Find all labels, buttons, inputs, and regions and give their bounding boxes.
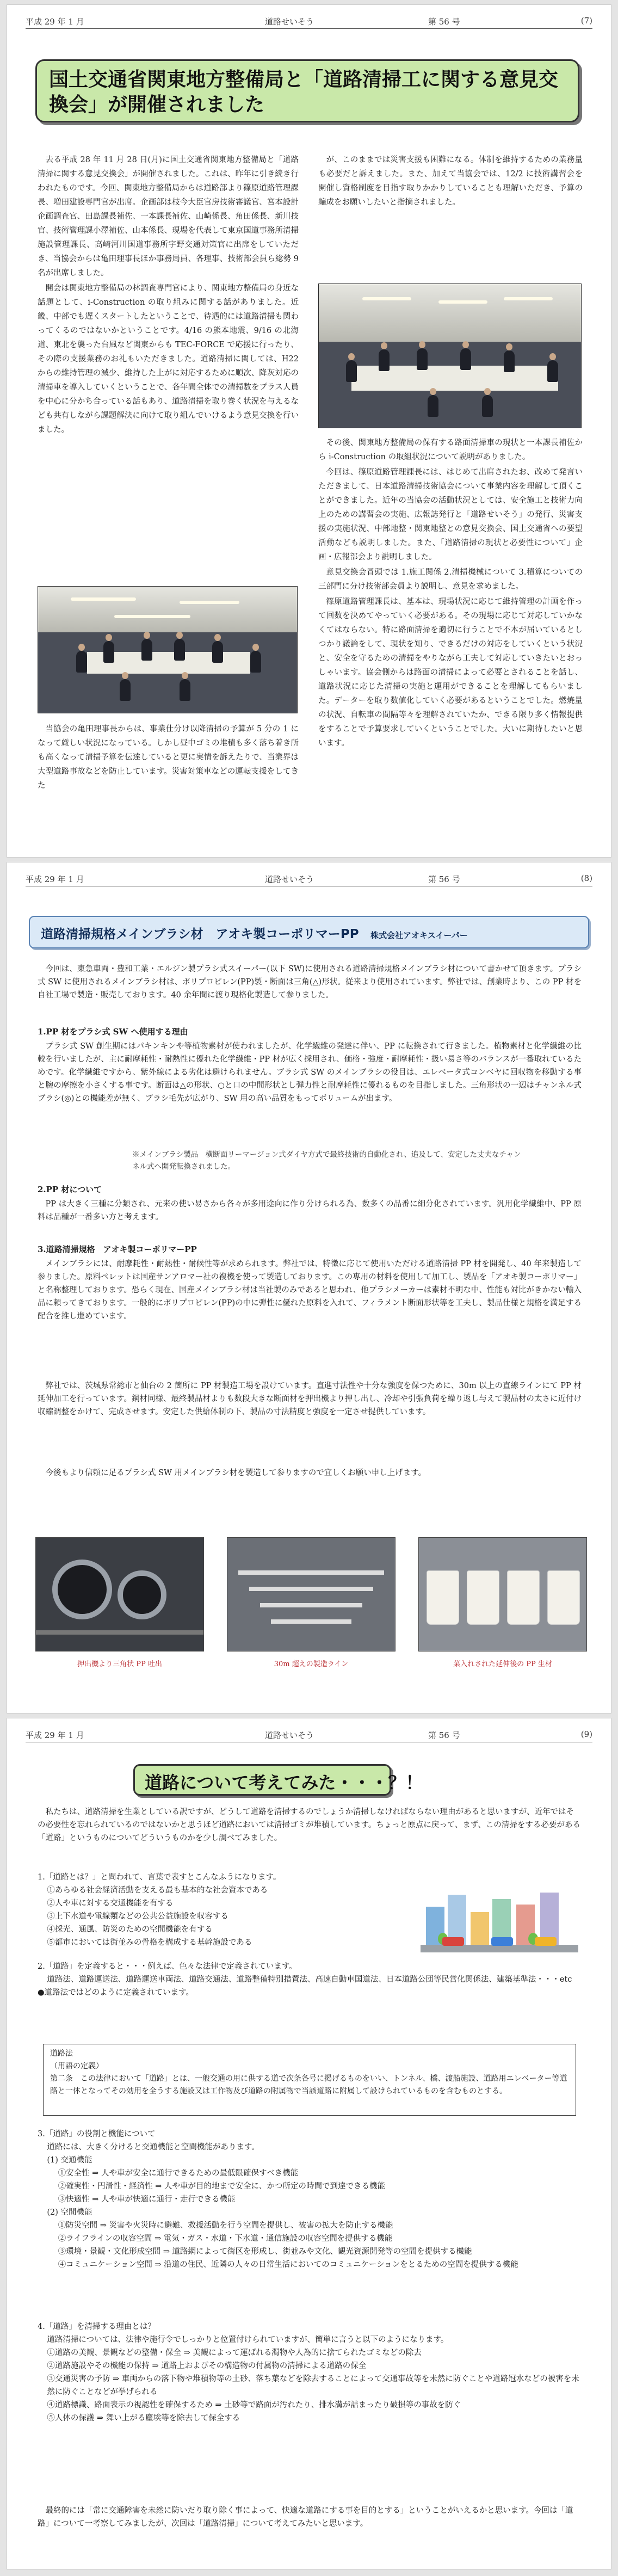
section-text <box>38 1379 582 1450</box>
article-title <box>29 916 589 948</box>
section-heading: 1.PP 材をプラシ式 SW へ使用する理由 <box>38 1027 188 1037</box>
page-header <box>26 14 592 29</box>
newsletter-page-9 <box>7 1718 611 2569</box>
paragraph: 今回は、篠原道路管理課長には、はじめて出席されたお、改めて発言いただきまして、日本道路清掃技術協会について事業内容を理解して頂くことができました。近年の当協会の活動状況としては、安全施工と技術力向上のための講習会の実施、広報誌発行と「道路せいそう」の発行、災害支援の実施状況、中部地整・関東地整との意見交換会、国土交通省への要望活動なども説明しました。また、「道路清掃の現状と必要性について」企画・広報部会より説明しました。 <box>318 468 583 562</box>
header-page-number: (9) <box>580 1729 592 1739</box>
paragraph: が、このままでは災害支援も困難になる。体制を維持するための業務量も必要だと訴えました。また、加えて当協会では、12/2 に技術講習会を開催し資格制度を目指す取りかかりしていることも理解いただき、予算の編成をお願いしたいと指摘されました。 <box>318 156 583 207</box>
intro-text <box>38 1805 582 1865</box>
article-column-left-top <box>38 153 299 577</box>
newsletter-page-7 <box>7 4 611 858</box>
article-column-right-top <box>318 153 583 274</box>
list-item: ④道路標識、路面表示の視認性を確保するため ⇒ 土砂等で路面が汚れたり、排水溝が詰まったり破損等の事故を防ぐ <box>47 2401 461 2409</box>
photo-caption: 菜入れされた延伸後の PP 生材 <box>453 1660 552 1668</box>
paragraph: 最終的には「常に交通障害を未然に防いだり取り除く事によって、快適な道路にする事を目的とする」ということがいえるかと思います。今回は「道路」について一考察してみましたが、次回は「道路清掃」について考えてみたいと思います。 <box>38 2506 573 2528</box>
list-item: ③上下水道や電線類などの公共公益施設を収容する <box>47 1912 228 1921</box>
header-page-number: (8) <box>580 873 592 883</box>
header-page-number: (7) <box>580 16 592 26</box>
question-heading: 4.「道路」を清掃する理由とは？ <box>38 2322 156 2331</box>
paragraph: 今後もより信頼に足るプラシ式 SW 用メインブラシ材を製造して参りますので宜しくお願い申し上げます。 <box>45 1469 427 1477</box>
section-text: 道路清掃については、法律や施行令でしっかりと位置付けられていますが、簡単に言うと以下のようになります。 <box>47 2335 449 2344</box>
cleaning-reasons <box>38 2320 582 2500</box>
pp-material-photo <box>418 1537 587 1651</box>
list-item: ③快適性 ⇒ 人や車が快適に通行・走行できる機能 <box>58 2195 236 2204</box>
paragraph: その後、関東地方整備局の保有する路面清掃車の現状と一本課長補佐から i-Construction の取組状況について説明がありました。 <box>318 439 583 461</box>
question-heading: 2.「道路」を定義すると・・・例えば、色々な法律で定義されています。 <box>38 1962 297 1971</box>
section-heading: 3.道路清掃規格 アオキ製コーポリマーPP <box>38 1244 197 1254</box>
photo-caption: 30m 超えの製造ライン <box>274 1660 349 1668</box>
company-name: 株式会社アオキスイーパー <box>370 930 468 940</box>
production-line-photo <box>227 1537 395 1651</box>
paragraph: PP は大きく三種に分類され、元来の使い易さから各々が多用途向に作り分けられる為、数多くの品番に細分化されています。汎用化学繊維中、PP 原料は品種が一番多い方と考えます。 <box>38 1200 582 1222</box>
article-title: 道路について考えてみた・・・？！ <box>133 1764 391 1796</box>
header-date: 平成 29 年 1 月 <box>26 1730 84 1740</box>
list-item: ③環境・景観・文化形成空間 ⇒ 道路網によって街区を形成し、街並みや文化、観光資源開発等の空間を提供する機能 <box>58 2247 472 2256</box>
road-law-definition-box <box>43 2044 576 2116</box>
list-item: ④採光、通風、防災のための空間機能を有する <box>47 1925 213 1934</box>
list-item: ②道路施設やその機能の保持 ⇒ 道路上およびその構造物の付属物の清掃による道路の保全 <box>47 2362 367 2370</box>
header-issue: 第 56 号 <box>428 1730 460 1740</box>
road-definition-list <box>38 1871 413 1952</box>
paragraph: 私たちは、道路清掃を生業としている訳ですが、どうして道路を清掃するのでしょうか清掃しなければならない理由があると思いますが、近年ではその必要性を忘れられているのではないかと思うほど道路においては清掃ゴミが堆積しています。ちょっと原点に戻って、まず、この清掃をする必要がある「道路」というものについてどういうものかを少し調べてみました。 <box>38 1808 580 1842</box>
list-item: ⑤人体の保護 ⇒ 舞い上がる塵埃等を除去して保全する <box>47 2414 240 2423</box>
city-street-illustration <box>421 1893 578 1963</box>
list-item: (1) 交通機能 <box>47 2156 92 2165</box>
note-text: ●道路法ではどのように定義されています。 <box>38 1988 194 1997</box>
list-item: ③交通災害の予防 ⇒ 車両からの落下物や堆積物等の土砂、落ち葉などを除去することによって交通事故等を未然に防ぐことや道路冠水などの被害を未然に防ぐことなどが挙げられる <box>47 2375 579 2396</box>
paragraph: プラシ式 SW 創生期にはパキンキンや等植物素材が使われましたが、化学繊維の発達に伴い、PP に転換されて行きました。植物素材と化学繊維の比較を行いましたが、主に耐摩耗性・耐熱性に優れた化学繊維・PP 材が広く採用され、価格・強度・耐摩耗性・扱い易さ等のバランスが一番取れているためです。化学繊維ですから、紫外線による劣化は避けられません。ブラシ式 SW のメインブラシの役目は、エレベータ式コンベヤに回収物を移動する事と腕の摩擦を小さくする事です。断面は△の形状、○と口の中間形状とし弾力性と耐摩耗性に優れるものを目指しました。三角形状の一辺はチャンネル式ブラシ(◎)との機能差が無く、ブラシ毛先が広がり、SW 用の高い品質をもってボリュームが出ます。 <box>38 1042 582 1103</box>
list-item: ①防災空間 ⇒ 災害や火災時に避難、救援活動を行う空間を提供し、被害の拡大を防止する機能 <box>58 2221 393 2230</box>
paragraph: メインブラシには、耐摩耗性・耐熱性・耐候性等が求められます。弊社では、特徴に応じて使用いただける道路清掃 PP 材を開発し、40 年来製造して参りました。原料ペレットは国産サンアロマー社の複機を使って製造しております。この専用の材料を使用して加工し、製品を「アオキ製コーポリマー」と名称整理しております。恐らく現在、国産メインブラシ材は当社製のみであると思われ、他プラシメーカーは素材不明な中、性能も対比がきかない輸入品に頼ってきております。一般的にポリプロピレン(PP)の中に弾性に優れた原料を入れて、フィラメント断面形状等を工夫し、製品仕様と規格を満足する配合を推し進めています。 <box>38 1260 582 1321</box>
article-title-text: 道路清掃規格メインブラシ材 アオキ製コーポリマーPP <box>41 927 359 941</box>
header-magazine: 道路せいそう <box>265 17 314 27</box>
article-column-right-bottom <box>318 436 583 849</box>
page-header <box>26 871 592 886</box>
list-item: ①あらゆる社会経済活動を支える最も基本的な社会資本である <box>47 1886 268 1895</box>
paragraph: 去る平成 28 年 11 月 28 日(月)に国土交通省関東地方整備局と「道路清掃に関する意見交換会」が開催されました。これは、昨年に引き続き行われたものです。今回、関東地方整備局からは道路部より篠原道路管理課長、増田建設専門官が出席。企画部は枝今大臣官房技術審議官、宮本設計企画調査官、田島課長補佐、一本課長補佐、山崎係長、角田係長、新川技官、技術管理課小澤補佐、山本係長、現場を代表して東京国道事務所清掃施設管理課長、高崎河川国道事務所宇野交通対策官に出席をしていただき、当協会からは亀田理事長ほか事務局員、各理事、技術部会員ら総勢 9 名が出席しました。 <box>38 156 299 278</box>
section-text: 道路には、大きく分けると交通機能と空間機能があります。 <box>47 2143 259 2152</box>
header-date: 平成 29 年 1 月 <box>26 874 84 884</box>
header-date: 平成 29 年 1 月 <box>26 17 84 27</box>
law-article: 第二条 この法律において「道路」とは、一般交通の用に供する道で次条各号に掲げるものをいい、トンネル、橋、渡船施設、道路用エレベーター等道路と一体となってその効用を全うする施設又は工作物及び道路の附属物で当該道路に附属して設けられているものを含むものとする。 <box>50 2074 567 2096</box>
section-text <box>38 1198 582 1228</box>
section-text <box>38 1258 582 1373</box>
list-item: ②確実性・円滑性・経済性 ⇒ 人や車が目的地まで安全に、かつ所定の時間で到達できる機能 <box>58 2182 386 2191</box>
law-subtitle: （用語の定義） <box>50 2062 103 2070</box>
extruder-photo <box>35 1537 204 1651</box>
paragraph: 当協会の亀田理事長からは、事業仕分け以降清掃の予算が 5 分の 1 になって厳しい状況になっている。しかし昼中ゴミの堆積も多く落ち着き所も高くなって清掃予算を伝達していると更に実情を訴えたりで、当業界は大型道路事故などを防止しています。災害対策車などの運転支援をしてきた <box>38 725 299 790</box>
meeting-photo <box>318 284 582 428</box>
paragraph: 開会は関東地方整備局の林調査専門官により、関東地方整備局の身近な話題として、i-Construction の取り組みに関する話がありました。近畿、中部でも遅くスタートしたということで、待遇的には道路清掃も関わってくるのではないかということです。4/16 の熊本地震、9/16 の北海道、東北を襲った台風など関東からも TEC-FORCE で応援に行ったり、その際の支援業務のお礼もいただきました。道路清掃に関しては、H22 からの維持管理の減少、維持した上がに対応するために順次、降灰対応の清掃車を導入していくということで、各年間全体での清掃数をプラス人員を中心に分かち合っている話もあり、道路清掃を取り巻く状況を与えるなども共有しながら課題解決に向けて取り組んでいけるよう意見交換を行いました。 <box>38 284 299 434</box>
law-list: 道路法、道路運送法、道路運送車両法、道路交通法、道路整備特別措置法、高速自動車国道法、日本道路公団等民営化関係法、建築基準法・・・etc <box>47 1975 572 1984</box>
closing-text <box>38 2504 582 2559</box>
header-issue: 第 56 号 <box>428 17 460 27</box>
question-heading: 3.「道路」の役割と機能について <box>38 2130 156 2139</box>
list-item: ②ライフラインの収容空間 ⇒ 電気・ガス・水道・下水道・通信施設の収容空間を提供する機能 <box>58 2234 393 2243</box>
article-title: 国土交通省関東地方整備局と「道路清掃工に関する意見交換会」が開催されました <box>35 59 579 122</box>
page-header <box>26 1727 592 1742</box>
section-heading: 2.PP 材について <box>38 1185 102 1194</box>
intro-text <box>38 963 582 1017</box>
road-functions <box>38 2128 582 2314</box>
paragraph: 意見交換会冒頭では 1.施工関係 2.清掃機械について 3.積算についての三部門に分け技術部会員より説明し、意見を求めました。 <box>318 568 583 591</box>
list-item: (2) 空間機能 <box>47 2208 92 2217</box>
closing-text <box>38 1466 582 1483</box>
paragraph: 今回は、東急車両・豊和工業・エルジン製プラシ式スイーパー(以下 SW)に使用される道路清掃規格メインブラシ材について書かせて頂きます。プラシ式 SW に使用されるメインブラシ材は、ポリプロピレン(PP)製・断面は三角(△)形状。従来より使用されています。弊社では、創業時より、この PP 材を自社工場で製造・販売しております。40 余年間に渡り現格化製造して参りました。 <box>38 965 582 1000</box>
list-item: ④コミュニケーション空間 ⇒ 沿道の住民、近隣の人々の日常生活においてのコミュニケーションをとるための空間を提供する機能 <box>58 2260 518 2269</box>
header-issue: 第 56 号 <box>428 874 460 884</box>
section-text <box>38 1040 582 1147</box>
question-heading: 1.「道路とは？」と問われて、言葉で表すとこんなふうになります。 <box>38 1873 281 1882</box>
header-magazine: 道路せいそう <box>265 1730 314 1740</box>
legal-definition <box>38 1960 582 2042</box>
photo-caption: 押出機より三角状 PP 吐出 <box>77 1660 162 1668</box>
article-column-left-bottom <box>38 722 299 847</box>
newsletter-page-8 <box>7 862 611 1714</box>
list-item: ②人や車に対する交通機能を有する <box>47 1899 174 1908</box>
list-item: ⑤都市においては街並みの骨格を構成する基幹施設である <box>47 1938 252 1947</box>
list-item: ①安全性 ⇒ 人や車が安全に通行できるための最低限確保すべき機能 <box>58 2169 299 2178</box>
paragraph: 篠原道路管理課長は、基本は、現場状況に応じて維持管理の計画を作って回数を決めてやっていく必要がある。その現場に応じて対応していかなくてはならない。特に路面清掃を適切に行うことで不本が届いているとしつかり議論をして、現状を知り、できるだけの対応をしていくという状況と、安全を守るための清掃をやりながら工夫して対応していきたいとおっしゃいます。協会側からは路面の清掃によって必要とされることを話し、道路状況に応じた清掃の実施と運用ができることを理解してもらいました。データーを取り数値化していく必要があるということでした。燃焼量の状況、自転車の間隔等々を理解されていたか、できる限り多く情報提供をすることで予算要求していくということでした。大いに期待したいと思います。 <box>318 597 583 748</box>
law-title: 道路法 <box>50 2049 73 2058</box>
paragraph: 弊社では、茨城県常総市と仙台の 2 箇所に PP 材製造工場を設けています。直進寸法性や十分な強度を保つために、30m 以上の直線ラインにて PP 材延伸加工を行っています。鋼材同様、最終製品材よりも数段大きな断面材を押出機より押し出し、冷却や引張負荷を繰り返し与えて製品材の太さに近付け収縮調整をかけて、完成させます。安定した供給体制の下、製品の寸法精度と強度を一定させ提供しています。 <box>38 1382 582 1416</box>
meeting-photo <box>38 586 298 713</box>
list-item: ①道路の美観、景観などの整備・保全 ⇒ 美観によって運ばれる濁物や人為的に捨てられたゴミなどの除去 <box>47 2349 422 2357</box>
header-magazine: 道路せいそう <box>265 874 314 884</box>
note-text: ※メインブラシ製品 横断面リーマージョン式ダイヤ方式で最終技術的自動化され、追及して、安定した丈夫なチャンネル式へ開発転換されました。 <box>132 1150 521 1171</box>
